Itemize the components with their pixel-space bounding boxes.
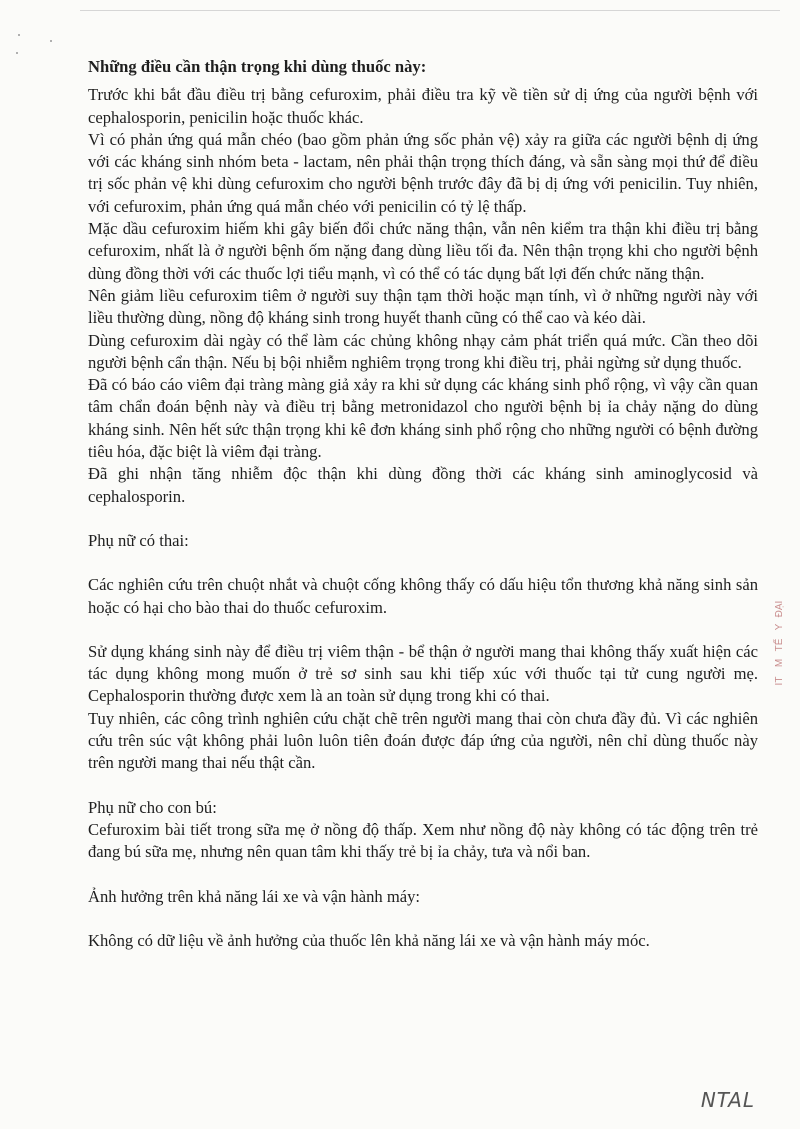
margin-stamp-text: TẾ [774, 638, 785, 652]
spacer [88, 552, 758, 574]
spacer [88, 908, 758, 930]
margin-stamp [768, 600, 792, 740]
margin-stamp-text: IT [774, 676, 785, 686]
margin-stamp-text: M [774, 658, 785, 668]
pregnancy-paragraph: Các nghiên cứu trên chuột nhắt và chuột cống không thấy có dấu hiệu tổn thương khả năng sinh sản hoặc có hại cho bào thai do thuốc cefuroxim. [88, 575, 758, 617]
spacer [88, 619, 758, 641]
section-heading-precautions: Những điều cần thận trọng khi dùng thuốc này: [88, 57, 427, 76]
scan-speck [18, 34, 20, 36]
precaution-paragraph: Đã ghi nhận tăng nhiễm độc thận khi dùng đồng thời các kháng sinh aminoglycosid và cephalosporin. [88, 464, 758, 506]
pregnancy-title: Phụ nữ có thai: [88, 530, 189, 550]
spacer [88, 775, 758, 797]
precaution-paragraph: Vì có phản ứng quá mẫn chéo (bao gồm phản ứng sốc phản vệ) xảy ra giữa các người bệnh dị ứng với các kháng sinh nhóm beta - lactam, nên phải thận trọng thích đáng, và sẵn sàng mọi thứ để điều trị sốc phản vệ khi dùng cefuroxim cho người bệnh trước đây đã bị dị ứng với penicilin. Tuy nhiên, với cefuroxim, phản ứng quá mẫn chéo với penicilin có tỷ lệ thấp. [88, 129, 758, 216]
precaution-paragraph: Nên giảm liều cefuroxim tiêm ở người suy thận tạm thời hoặc mạn tính, vì ở những người này với liều thường dùng, nồng độ kháng sinh trong huyết thanh cũng có thể cao và kéo dài. [88, 285, 758, 328]
document-body [88, 56, 758, 952]
scan-speck [16, 52, 18, 54]
driving-paragraph: Không có dữ liệu về ảnh hưởng của thuốc lên khả năng lái xe và vận hành máy móc. [88, 930, 650, 950]
precaution-paragraph: Trước khi bắt đầu điều trị bằng cefuroxim, phải điều tra kỹ về tiền sử dị ứng của người bệnh với cephalosporin, penicilin hoặc thuốc khác. [88, 85, 758, 127]
margin-stamp-text: ĐẠI [774, 600, 785, 618]
precaution-paragraph: Mặc dầu cefuroxim hiếm khi gây biến đổi chức năng thận, vẫn nên kiểm tra thận khi điều trị bằng cefuroxim, nhất là ở người bệnh ốm nặng đang dùng liều tối đa. Nên thận trọng khi cho người bệnh dùng đồng thời với các thuốc lợi tiểu mạnh, vì có thể có tác dụng bất lợi đến chức năng thận. [88, 219, 758, 283]
spacer [88, 508, 758, 530]
breastfeeding-paragraph: Cefuroxim bài tiết trong sữa mẹ ở nồng độ thấp. Xem như nồng độ này không có tác động trên trẻ đang bú sữa mẹ, nhưng nên quan tâm khi thấy trẻ bị ỉa chảy, tưa và nổi ban. [88, 819, 758, 862]
handwritten-initials: NTAL [700, 1088, 755, 1112]
spacer [88, 864, 758, 886]
precaution-paragraph: Dùng cefuroxim dài ngày có thể làm các chủng không nhạy cảm phát triển quá mức. Cần theo dõi người bệnh cẩn thận. Nếu bị bội nhiễm nghiêm trọng trong khi điều trị, phải ngừng sử dụng thuốc. [88, 330, 758, 372]
margin-stamp-text: Y [774, 623, 785, 631]
pregnancy-paragraph: Tuy nhiên, các công trình nghiên cứu chặt chẽ trên người mang thai còn chưa đầy đủ. Vì các nghiên cứu trên súc vật không phải luôn luôn tiên đoán được đáp ứng của người, nên chỉ dùng thuốc này trên người mang thai nếu thật cần. [88, 708, 758, 773]
scan-speck [50, 40, 52, 42]
breastfeeding-title: Phụ nữ cho con bú: [88, 797, 217, 817]
pregnancy-paragraph: Sử dụng kháng sinh này để điều trị viêm thận - bể thận ở người mang thai không thấy xuất hiện các tác dụng không mong muốn ở trẻ sơ sinh sau khi tiếp xúc với thuốc tại tử cung người mẹ. Cephalosporin thường được xem là an toàn sử dụng trong khi có thai. [88, 641, 758, 706]
precaution-paragraph: Đã có báo cáo viêm đại tràng màng giả xảy ra khi sử dụng các kháng sinh phổ rộng, vì vậy cần quan tâm chẩn đoán bệnh này và điều trị bằng metronidazol cho người bệnh bị ỉa chảy nặng do dùng kháng sinh. Nên hết sức thận trọng khi kê đơn kháng sinh phổ rộng cho những người có bệnh đường tiêu hóa, đặc biệt là viêm đại tràng. [88, 375, 758, 462]
scan-top-edge [80, 10, 780, 11]
driving-title: Ảnh hưởng trên khả năng lái xe và vận hành máy: [88, 886, 421, 906]
